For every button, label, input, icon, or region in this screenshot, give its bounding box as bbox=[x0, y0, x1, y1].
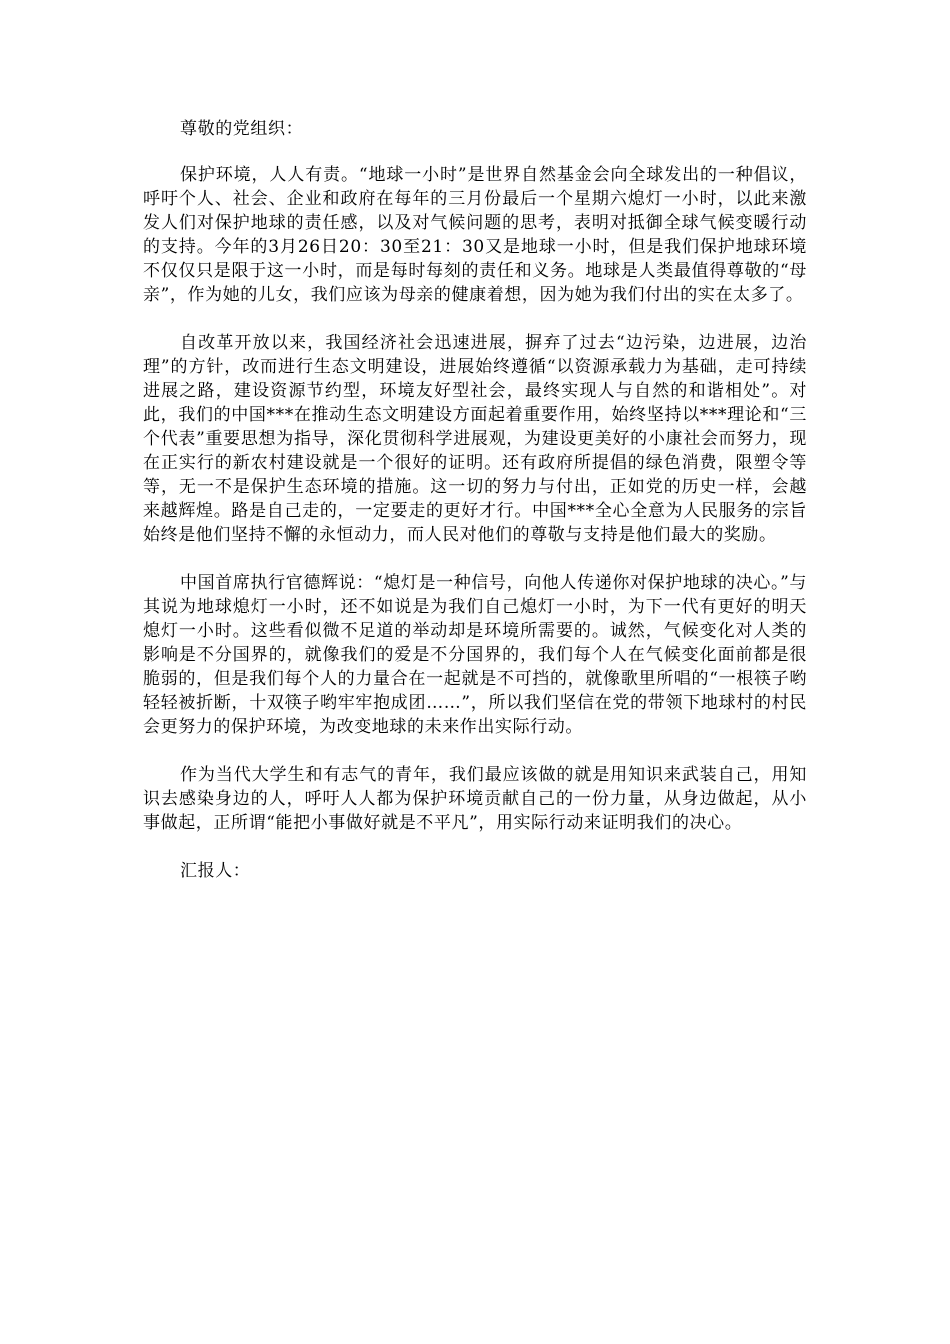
document-body bbox=[143, 117, 807, 907]
paragraph-4: 作为当代大学生和有志气的青年，我们最应该做的就是用知识来武装自己，用知识去感染身边的人，呼吁人人都为保护环境贡献自己的一份力量，从身边做起，从小事做起，正所谓“能把小事做好就是不平凡”，用实际行动来证明我们的决心。 bbox=[143, 765, 807, 833]
paragraph-1: 保护环境，人人有责。“地球一小时”是世界自然基金会向全球发出的一种倡议，呼吁个人、社会、企业和政府在每年的三月份最后一个星期六熄灯一小时，以此来激发人们对保护地球的责任感，以及对气候问题的思考，表明对抵御全球气候变暖行动的支持。今年的3月26日20：30至21：30又是地球一小时，但是我们保护地球环境不仅仅只是限于这一小时，而是每时每刻的责任和义务。地球是人类最值得尊敬的“母亲”，作为她的儿女，我们应该为母亲的健康着想，因为她为我们付出的实在太多了。 bbox=[143, 165, 807, 305]
signature-line: 汇报人： bbox=[180, 861, 251, 881]
paragraph-3: 中国首席执行官德辉说：“熄灯是一种信号，向他人传递你对保护地球的决心。”与其说为地球熄灯一小时，还不如说是为我们自己熄灯一小时，为下一代有更好的明天熄灯一小时。这些看似微不足道的举动却是环境所需要的。诚然，气候变化对人类的影响是不分国界的，就像我们的爱是不分国界的，我们每个人在气候变化面前都是很脆弱的，但是我们每个人的力量合在一起就是不可挡的，就像歌里所唱的“一根筷子哟轻轻被折断，十双筷子哟牢牢抱成团……”，所以我们坚信在党的带领下地球村的村民会更努力的保护环境，为改变地球的未来作出实际行动。 bbox=[143, 573, 807, 737]
paragraph-2: 自改革开放以来，我国经济社会迅速进展，摒弃了过去“边污染，边进展，边治理”的方针，改而进行生态文明建设，进展始终遵循“以资源承载力为基础，走可持续进展之路，建设资源节约型，环境友好型社会，最终实现人与自然的和谐相处”。对此，我们的中国***在推动生态文明建设方面起着重要作用，始终坚持以***理论和“三个代表”重要思想为指导，深化贯彻科学进展观，为建设更美好的小康社会而努力，现在正实行的新农村建设就是一个很好的证明。还有政府所提倡的绿色消费，限塑令等等，无一不是保护生态环境的措施。这一切的努力与付出，正如党的历史一样，会越来越辉煌。路是自己走的，一定要走的更好才行。中国***全心全意为人民服务的宗旨始终是他们坚持不懈的永恒动力，而人民对他们的尊敬与支持是他们最大的奖励。 bbox=[143, 333, 807, 545]
salutation: 尊敬的党组织： bbox=[180, 119, 304, 139]
